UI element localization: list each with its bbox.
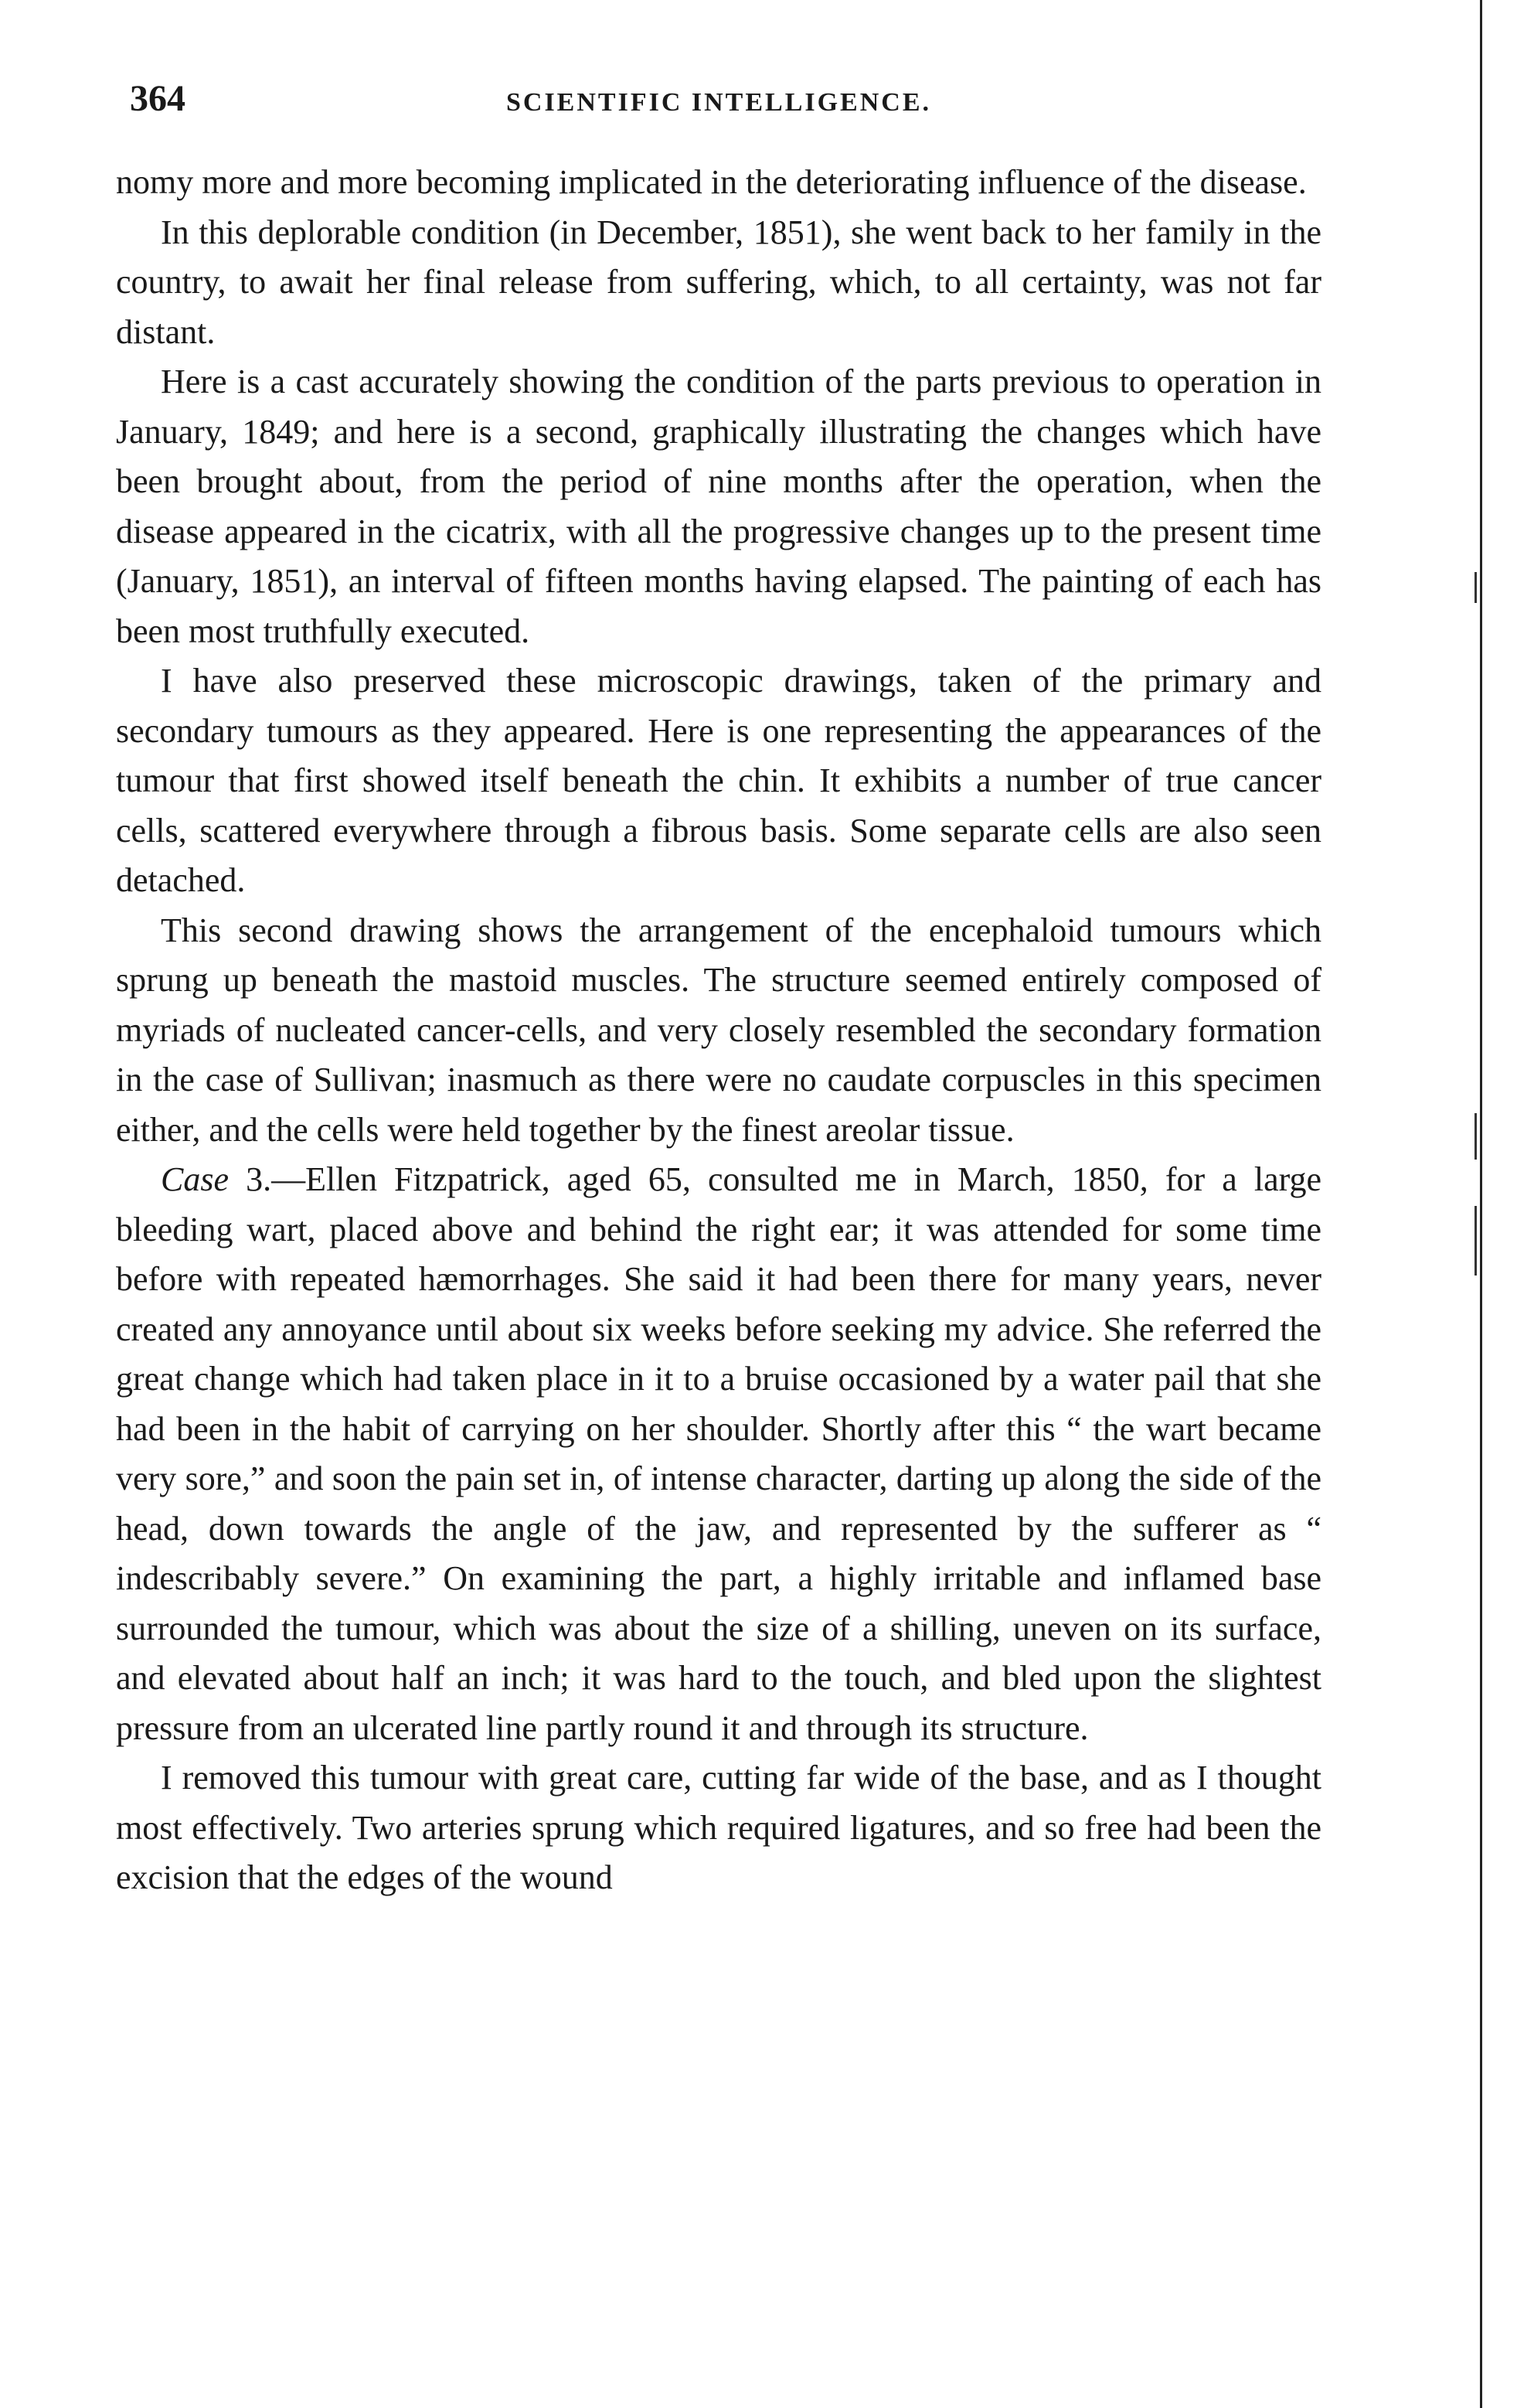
running-title: SCIENTIFIC INTELLIGENCE. xyxy=(505,88,932,117)
margin-mark xyxy=(1474,1113,1477,1160)
body-text xyxy=(116,158,1321,1903)
margin-mark xyxy=(1474,572,1477,603)
running-head xyxy=(116,77,1321,147)
paragraph: I removed this tumour with great care, cutting far wide of the base, and as I thought most effectively. Two arteries sprung which required ligatures, and so free had been the excision that the edges of the wound xyxy=(116,1759,1321,1896)
case-paragraph xyxy=(116,1155,1321,1753)
book-page xyxy=(116,77,1321,2365)
paragraph: Here is a cast accurately showing the condition of the parts previous to operation in January, 1849; and here is a second, graphically illustrating the changes which have been brought about, from the period of nine months after the operation, when the disease appeared in the cicatrix, with all the progressive changes up to the present time (January, 1851), an interval of fifteen months having elapsed. The painting of each has been most truthfully executed. xyxy=(116,363,1321,650)
page-edge-line xyxy=(1480,0,1482,2408)
case-text: 3.—Ellen Fitzpatrick, aged 65, consulted me in March, 1850, for a large bleeding wart, placed above and behind the right ear; it was attended for some time before with repeated hæmorrhages. She said it had been there for many years, never created any annoyance until about six weeks before seeking my advice. She referred the great change which had taken place in it to a bruise occasioned by a water pail that she had been in the habit of carrying on her shoulder. Shortly after this “ the wart became very sore,” and soon the pain set in, of intense character, darting up along the side of the head, down towards the angle of the jaw, and represented by the sufferer as “ indescribably severe.” On examining the part, a highly irritable and inflamed base surrounded the tumour, which was about the size of a shilling, uneven on its surface, and elevated about half an inch; it was hard to the touch, and bled upon the slightest pressure from an ulcerated line partly round it and through its structure. xyxy=(116,1160,1321,1747)
paragraph-continuation: nomy more and more becoming implicated in the deteriorating influence of the disease. xyxy=(116,163,1307,201)
page-number: 364 xyxy=(130,78,185,119)
paragraph: This second drawing shows the arrangement of the encephaloid tumours which sprung up beneath the mastoid muscles. The structure seemed entirely composed of myriads of nucleated cancer-cells, and very closely resembled the secondary formation in the case of Sullivan; inasmuch as there were no caudate corpuscles in this specimen either, and the cells were held together by the finest areolar tissue. xyxy=(116,911,1321,1149)
paragraph: I have also preserved these microscopic drawings, taken of the primary and secondary tumours as they appeared. Here is one representing the appearances of the tumour that first showed itself beneath the chin. It exhibits a number of true cancer cells, scattered everywhere through a fibrous basis. Some separate cells are also seen detached. xyxy=(116,662,1321,899)
paragraph: In this deplorable condition (in December, 1851), she went back to her family in the country, to await her final release from suffering, which, to all certainty, was not far distant. xyxy=(116,213,1321,351)
margin-mark xyxy=(1474,1206,1477,1276)
case-label: Case xyxy=(161,1160,229,1198)
